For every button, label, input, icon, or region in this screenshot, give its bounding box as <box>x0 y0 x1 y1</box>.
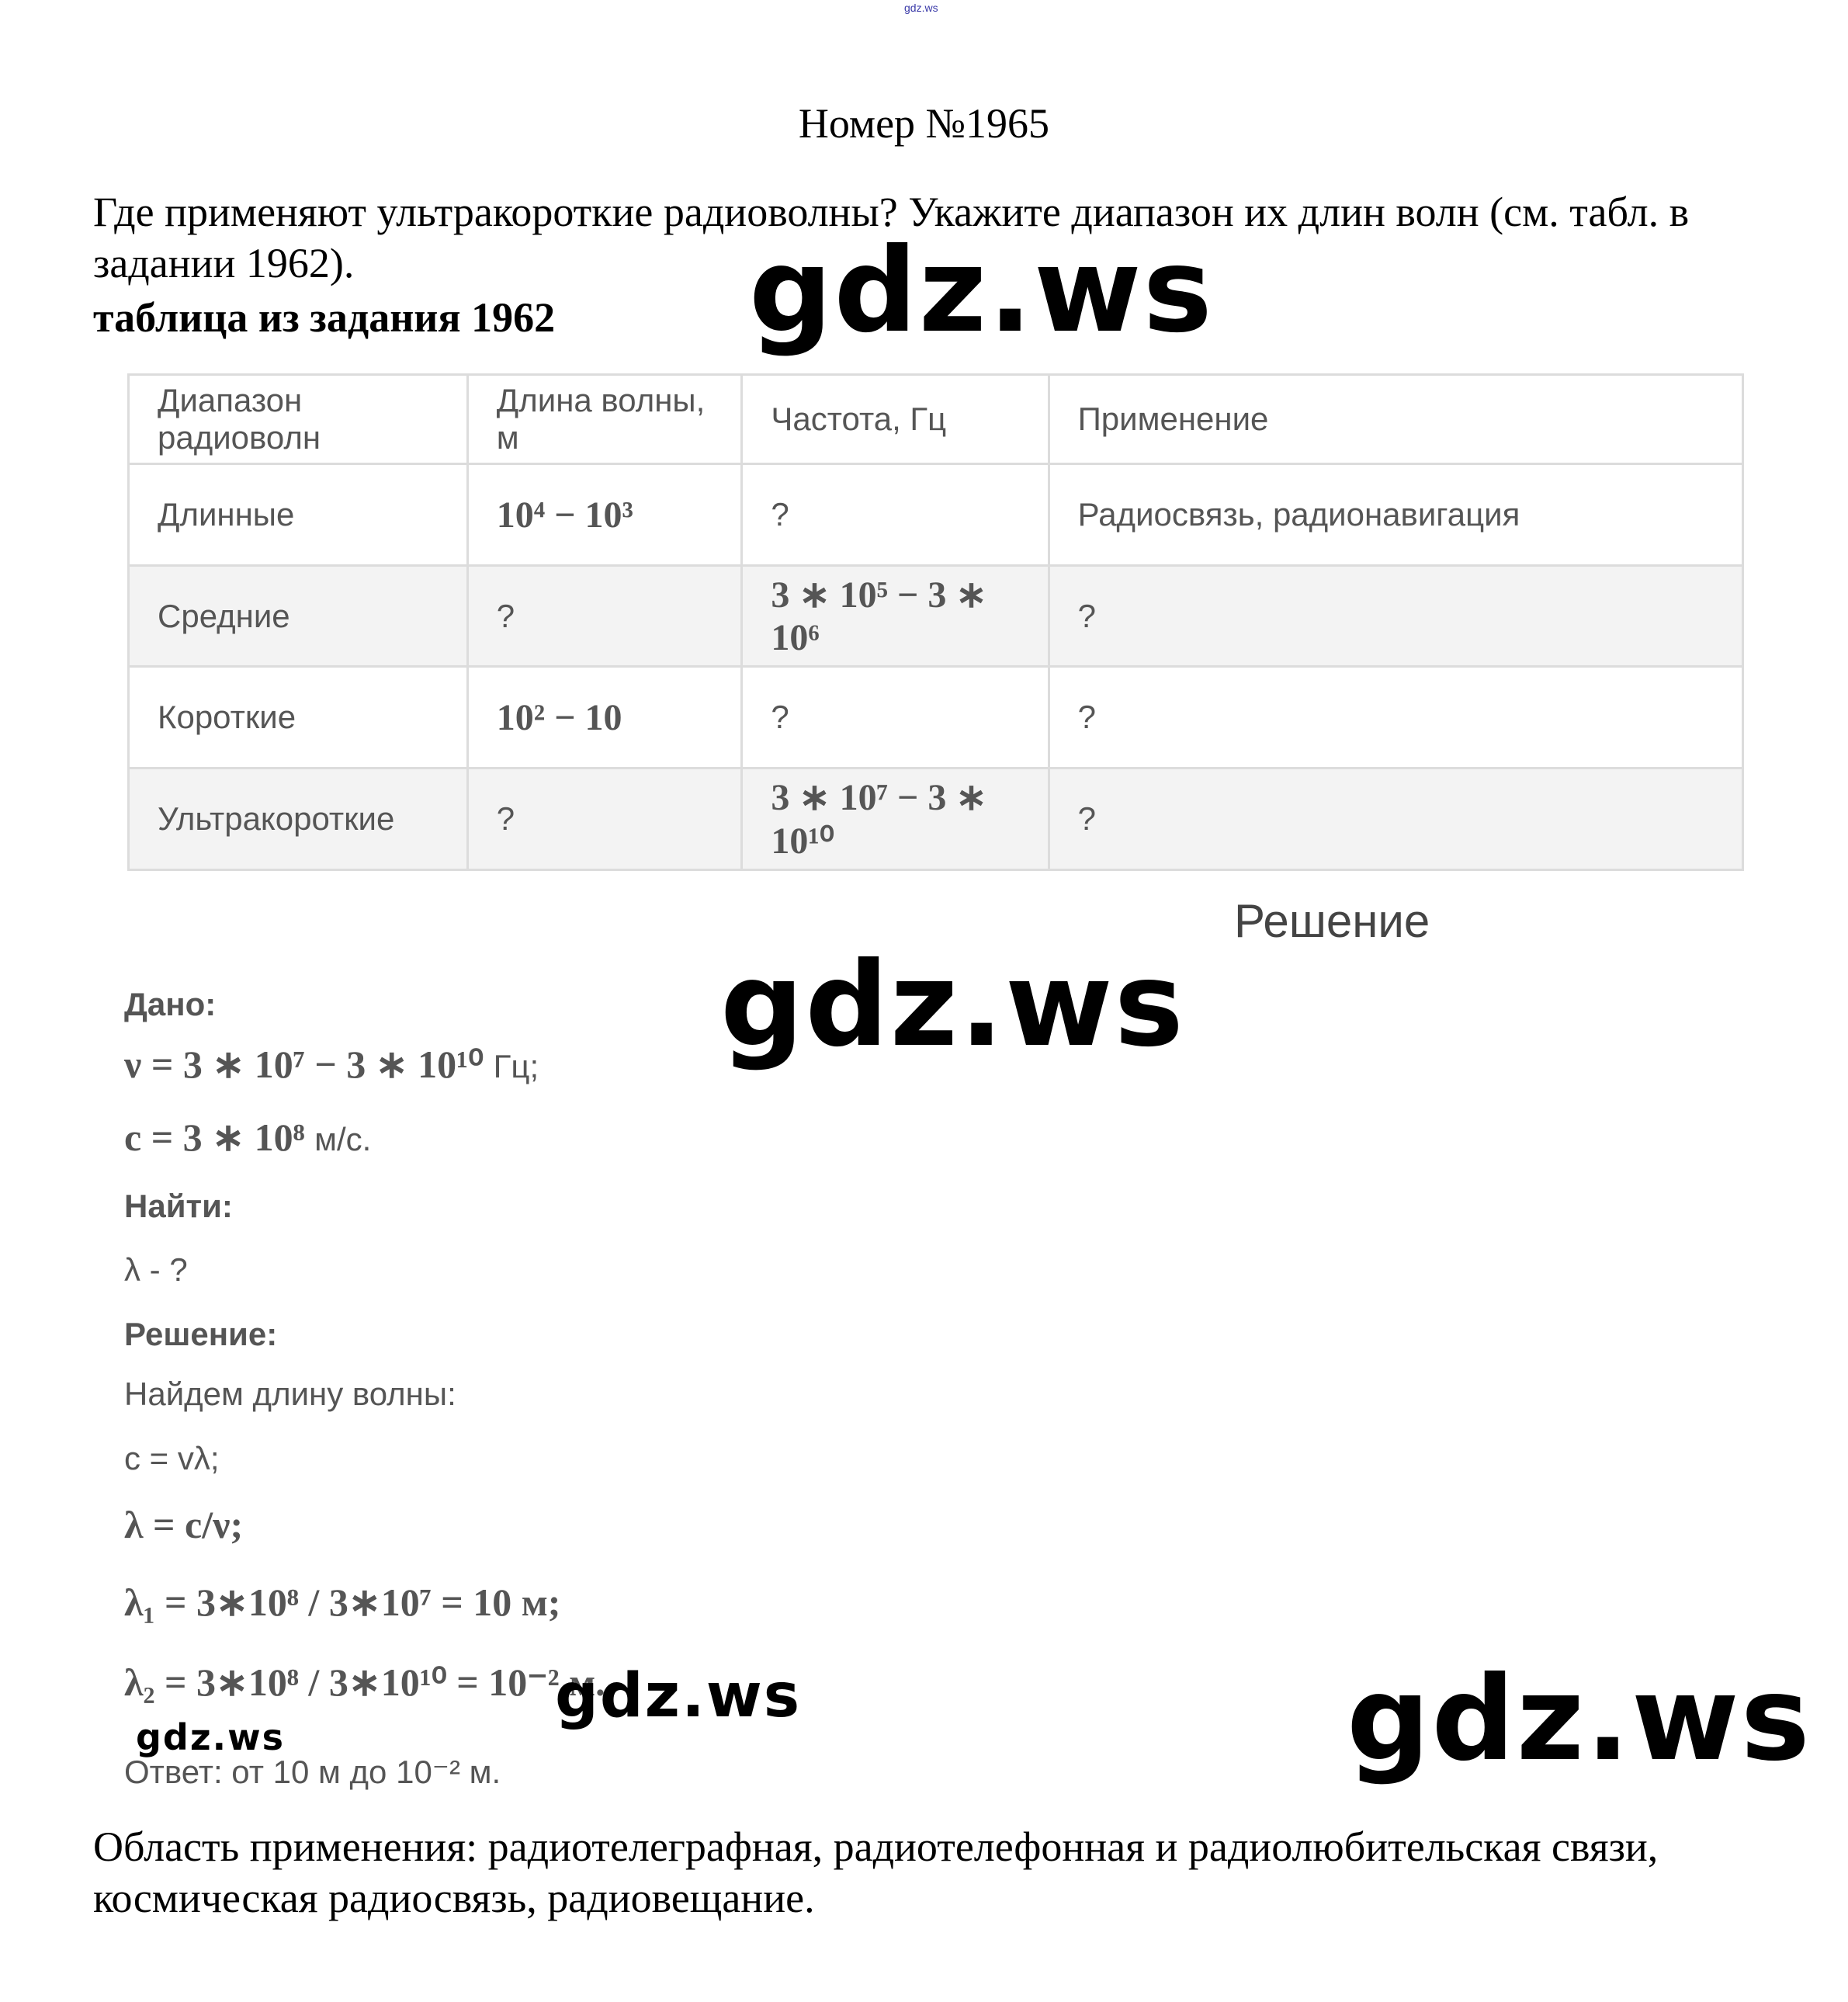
table-cell: ? <box>1049 769 1742 870</box>
watermark: gdz.ws <box>136 1716 285 1758</box>
given-frequency <box>124 1042 539 1087</box>
table-cell: 10⁴ − 10³ <box>467 464 742 566</box>
table-cell: 3 ∗ 10⁷ − 3 ∗ 10¹⁰ <box>742 769 1049 870</box>
table-row <box>129 566 1743 667</box>
watermark: gdz.ws <box>1347 1652 1812 1787</box>
radiowave-table <box>127 373 1744 871</box>
table-cell: ? <box>1049 566 1742 667</box>
table-cell: ? <box>742 464 1049 566</box>
given-speed-value: c = 3 ∗ 10⁸ <box>124 1115 305 1159</box>
table-cell: ? <box>742 667 1049 769</box>
table-cell: ? <box>1049 667 1742 769</box>
table-cell: 10² − 10 <box>467 667 742 769</box>
given-speed <box>124 1115 371 1160</box>
given-label: Дано: <box>124 986 217 1022</box>
formula-lambda: λ = c/ν; <box>124 1503 244 1546</box>
watermark: gdz.ws <box>720 938 1185 1073</box>
watermark: gdz.ws <box>749 224 1214 359</box>
solution-heading: Решение <box>1234 895 1430 947</box>
table-header: Диапазон радиоволн <box>129 375 468 464</box>
formula-lambda1: λ₁ = 3∗10⁸ / 3∗10⁷ = 10 м; <box>124 1580 561 1624</box>
given-frequency-value: ν = 3 ∗ 10⁷ − 3 ∗ 10¹⁰ <box>124 1043 484 1086</box>
answer-line: Ответ: от 10 м до 10⁻² м. <box>124 1754 501 1790</box>
page-title: Номер №1965 <box>798 100 1050 147</box>
table-cell: Средние <box>129 566 468 667</box>
application-text: Область применения: радиотелеграфная, радиотелефонная и радиолюбительская связи, космическая радиосвязь, радиовещание. <box>93 1823 1659 1921</box>
given-speed-unit: м/с. <box>314 1121 372 1157</box>
table-cell: Радиосвязь, радионавигация <box>1049 464 1742 566</box>
watermark: gdz.ws <box>555 1661 802 1731</box>
table-caption: таблица из задания 1962 <box>93 294 556 341</box>
question-text: Где применяют ультракороткие радиоволны? Укажите диапазон их длин волн (см. табл. в задании 1962). <box>93 189 1690 286</box>
table-header: Длина волны, м <box>467 375 742 464</box>
table-cell: ? <box>467 566 742 667</box>
table-header: Частота, Гц <box>742 375 1049 464</box>
top-watermark: gdz.ws <box>904 2 938 14</box>
solution-step: Найдем длину волны: <box>124 1376 456 1412</box>
table-header: Применение <box>1049 375 1742 464</box>
find-label: Найти: <box>124 1188 233 1224</box>
table-cell: ? <box>467 769 742 870</box>
table-cell: 3 ∗ 10⁵ − 3 ∗ 10⁶ <box>742 566 1049 667</box>
table-cell: Ультракороткие <box>129 769 468 870</box>
formula-lambda2: λ₂ = 3∗10⁸ / 3∗10¹⁰ = 10⁻² м. <box>124 1660 605 1704</box>
table-cell: Короткие <box>129 667 468 769</box>
table-row <box>129 769 1743 870</box>
formula-c: c = vλ; <box>124 1440 220 1476</box>
table-row <box>129 667 1743 769</box>
solution-label: Решение: <box>124 1316 278 1352</box>
find-value: λ - ? <box>124 1251 188 1288</box>
table-cell: Длинные <box>129 464 468 566</box>
given-frequency-unit: Гц; <box>493 1048 539 1084</box>
table-row <box>129 464 1743 566</box>
